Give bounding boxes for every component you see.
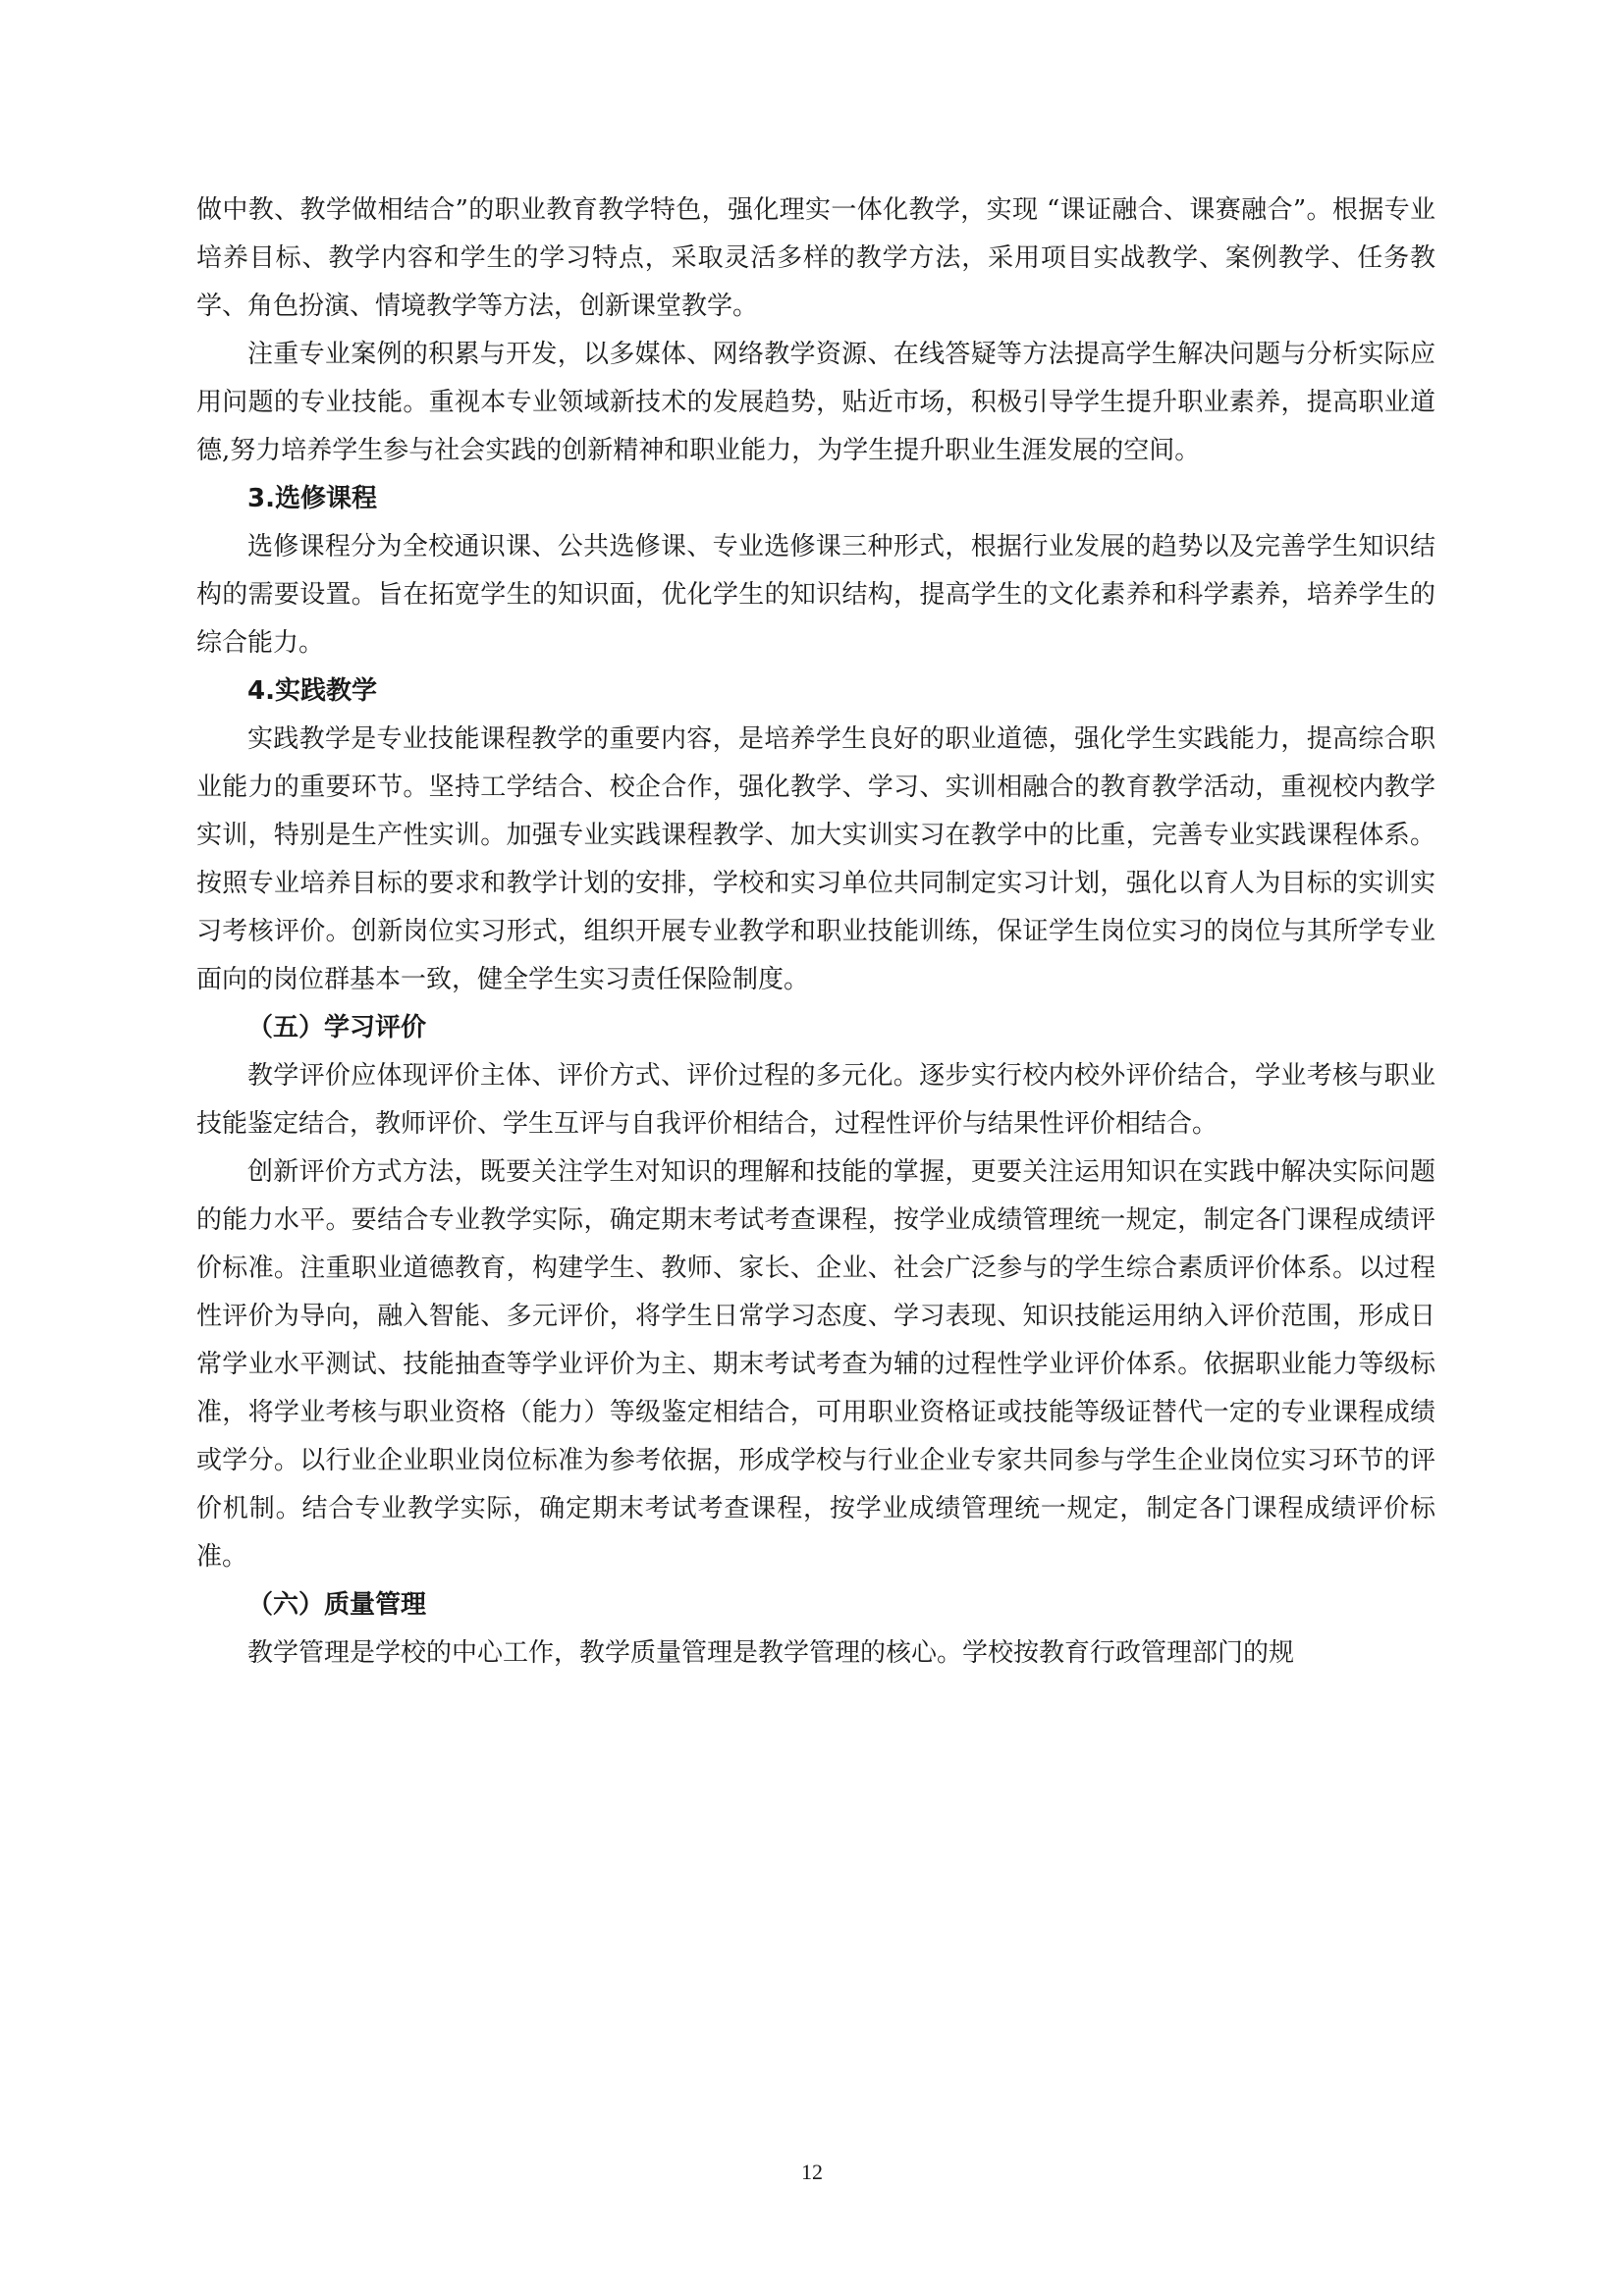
section-heading: 4.实践教学 <box>247 676 377 706</box>
body-paragraph: 创新评价方式方法，既要关注学生对知识的理解和技能的掌握，更要关注运用知识在实践中解决实际问题的能力水平。要结合专业教学实际，确定期末考试考查课程，按学业成绩管理统一规定，制定各门课程成绩评价标准。注重职业道德教育，构建学生、教师、家长、企业、社会广泛参与的学生综合素质评价体系。以过程性评价为导向，融入智能、多元评价，将学生日常学习态度、学习表现、知识技能运用纳入评价范围，形成日常学业水平测试、技能抽查等学业评价为主、期末考试考查为辅的过程性学业评价体系。依据职业能力等级标准，将学业考核与职业资格（能力）等级鉴定相结合，可用职业资格证或技能等级证替代一定的专业课程成绩或学分。以行业企业职业岗位标准为参考依据，形成学校与行业企业专家共同参与学生企业岗位实习环节的评价机制。结合专业教学实际，确定期末考试考查课程，按学业成绩管理统一规定，制定各门课程成绩评价标准。 <box>196 1157 1435 1572</box>
body-paragraph: 教学管理是学校的中心工作，教学质量管理是教学管理的核心。学校按教育行政管理部门的规 <box>247 1638 1295 1668</box>
section-heading: （五）学习评价 <box>247 1013 427 1042</box>
page-body <box>196 187 1435 1678</box>
body-paragraph: 注重专业案例的积累与开发，以多媒体、网络教学资源、在线答疑等方法提高学生解决问题与分析实际应用问题的专业技能。重视本专业领域新技术的发展趋势，贴近市场，积极引导学生提升职业素养，提高职业道德,努力培养学生参与社会实践的创新精神和职业能力，为学生提升职业生涯发展的空间。 <box>196 340 1435 465</box>
page-number: 12 <box>801 2160 823 2184</box>
section-heading: （六）质量管理 <box>247 1590 427 1620</box>
body-paragraph: 教学评价应体现评价主体、评价方式、评价过程的多元化。逐步实行校内校外评价结合，学业考核与职业技能鉴定结合，教师评价、学生互评与自我评价相结合，过程性评价与结果性评价相结合。 <box>196 1061 1435 1139</box>
body-paragraph: 做中教、教学做相结合”的职业教育教学特色，强化理实一体化教学，实现 “课证融合、课赛融合”。根据专业培养目标、教学内容和学生的学习特点，采取灵活多样的教学方法，采用项目实战教学、案例教学、任务教学、角色扮演、情境教学等方法，创新课堂教学。 <box>196 195 1435 321</box>
section-heading: 3.选修课程 <box>247 484 377 513</box>
body-paragraph: 选修课程分为全校通识课、公共选修课、专业选修课三种形式，根据行业发展的趋势以及完善学生知识结构的需要设置。旨在拓宽学生的知识面，优化学生的知识结构，提高学生的文化素养和科学素养，培养学生的综合能力。 <box>196 532 1435 658</box>
body-paragraph: 实践教学是专业技能课程教学的重要内容，是培养学生良好的职业道德，强化学生实践能力，提高综合职业能力的重要环节。坚持工学结合、校企合作，强化教学、学习、实训相融合的教育教学活动，重视校内教学实训，特别是生产性实训。加强专业实践课程教学、加大实训实习在教学中的比重，完善专业实践课程体系。按照专业培养目标的要求和教学计划的安排，学校和实习单位共同制定实习计划，强化以育人为目标的实训实习考核评价。创新岗位实习形式，组织开展专业教学和职业技能训练，保证学生岗位实习的岗位与其所学专业面向的岗位群基本一致，健全学生实习责任保险制度。 <box>196 724 1435 994</box>
